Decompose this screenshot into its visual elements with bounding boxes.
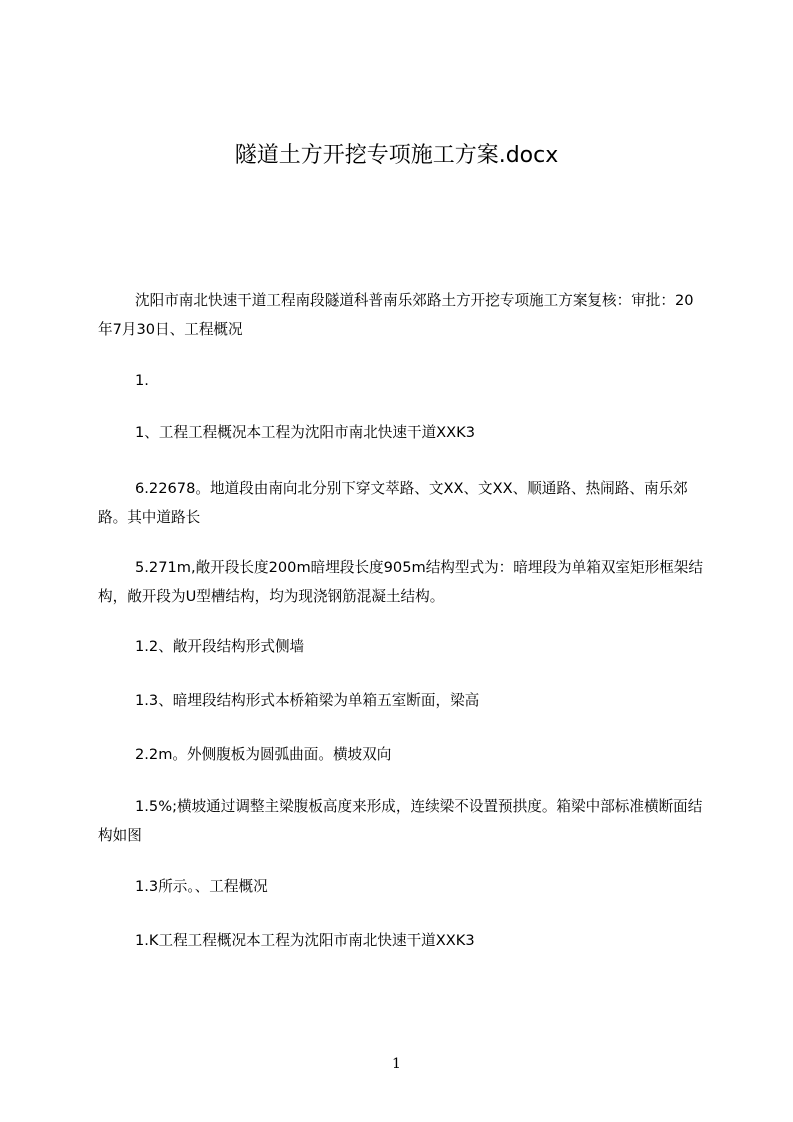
- page-number: 1: [392, 1056, 401, 1072]
- document-title: 隧道土方开挖专项施工方案.docx: [234, 143, 559, 168]
- paragraph-section-1-3: 1.3、暗埋段结构形式本桥箱梁为单箱五室断面，梁高: [135, 692, 480, 709]
- paragraph-beam-height: 2.2m。外侧腹板为圆弧曲面。横坡双向: [135, 746, 392, 763]
- paragraph-project-overview-k: 1.K工程工程概况本工程为沈阳市南北快速干道XXK3: [135, 932, 475, 949]
- paragraph-section-1-2: 1.2、敞开段结构形式侧墙: [135, 638, 305, 655]
- paragraph-structure-type: 5.271m,敞开段长度200m暗埋段长度905m结构型式为：暗埋段为单箱双室矩形框架结构，敞开段为U型槽结构，均为现浇钢筋混凝土结构。: [98, 559, 703, 605]
- paragraph-figure-ref: 1.3所示。、工程概况: [135, 878, 268, 895]
- paragraph-tunnel-route: 6.22678。地道段由南向北分别下穿文萃路、文XX、文XX、顺通路、热闹路、南乐郊路。其中道路长: [98, 480, 688, 526]
- paragraph-section-1: 1.: [135, 372, 149, 389]
- paragraph-project-overview: 1、工程工程概况本工程为沈阳市南北快速干道XXK3: [135, 424, 476, 441]
- paragraph-cross-slope: 1.5%;横坡通过调整主梁腹板高度来形成，连续梁不设置预拱度。箱梁中部标准横断面结构如图: [98, 798, 703, 844]
- paragraph-intro: 沈阳市南北快速干道工程南段隧道科普南乐郊路土方开挖专项施工方案复核：审批：20年7月30日、工程概况: [98, 292, 694, 338]
